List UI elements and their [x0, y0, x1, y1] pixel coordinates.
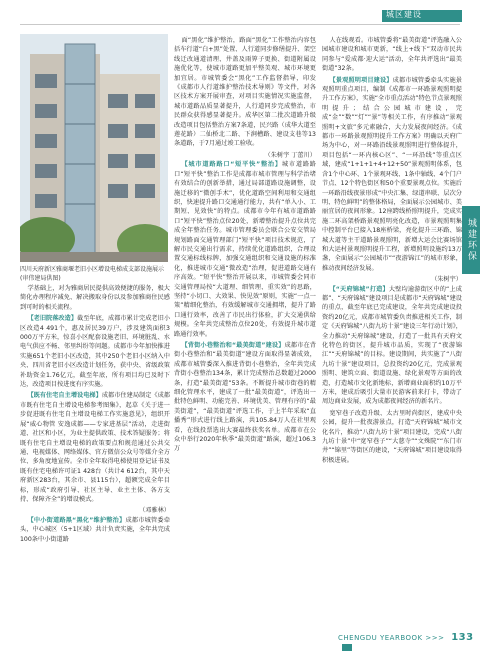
- section-heading: 【“天府锦城”打造】: [329, 285, 389, 293]
- header-section-label: 城区建设: [386, 10, 422, 19]
- author-signature: （朱树宇 丁蕾川）: [264, 151, 316, 159]
- section-heading: 【中小街道路黑“黑化”维护整治】: [27, 516, 126, 524]
- paragraph: [322, 76, 462, 274]
- paragraph: 学基础上，对为雅商居民提供高效便捷的服务，极大简化办理程序减免、解决搬取身份以及参加雅商住民感到可时的相关流程。: [20, 285, 170, 311]
- section-body: 城市道路路口“短平快”整治工作是成都市城市管理与科学治堵有效结合的创新举措，通过局部道路设施调整，设施迁移的“微创手术”，优化道路空间利用和交通组织，快速提升路口交通通行能力，共有“单入小、工期短、见效快”的特点。成都市今年有城市道路路口“短平快”整治点位20处，新增整治提升点位共完成全年整治任务。城市管理委员会联合公安交管局规划路面交通管理部门“短平快”项目技术规范，了解市民交通出行需求，持续优化道路组织，合理设置交通标线标牌，加强交通组织和交通设施的标准化，推进城市交通“微改造”治理，促进道路交通有序高效。“短平快”整治开展以来，市城管委会同市交通管理局按“大道理、细管理、重实效”的思路，坚持“小切口、大效果、快见效”原则，实施“一点一策”精细化整治，有效缓解城市交通拥堵，提升了路口通行效率，改善了市民出行体验，扩大交通供给规模。全年共完成整治点位20处，有效提升城市道路通行效率。: [174, 161, 316, 338]
- side-chapter-tab: 城建环保: [462, 206, 480, 274]
- section-heading: 【老旧院落改造】: [27, 315, 78, 323]
- section-body: 大壁均逾游街区中的“上成都”、“天府锦城”建设项目是成都市“天府锦城”建设的重点，截至年底已完成建设，全年共完成建设投资约20亿元，成都市城管委负责推进相关工作，制定《天府锦城“八街九坊十景”建设三年行动计划》，全力推动“天府锦城”建设，打造了一批具有天府文化特色的街区，提升城市品质，实现了“夜游锦江”“天府锦城”的目标。建设期间，共实施了“八街九坊十景”建设项目，总投资约20亿元，完成景观照明、建筑立面、街道设施、绿化景观等方面的改造，打造城市文化新地标，新增商业面积约10万平方米，建成后吸引大量市民游客前来打卡，带动了周边商业发展，成为成都夜间经济的新名片。: [322, 285, 462, 406]
- section-body: 成都市住建局制定《成都市既有住宅自主增设电梯参考图集》，起草《关于进一步促进既有住宅自主增设电梯工作实施意见》，组织开展“威心物管 安逸成都——专家进基层”活动，走进街道、社区和小区，为业主提供政策、技术答疑服务；将既有住宅自主增设电梯的政策要点和规范通过公共交通、电视媒体、网络媒体、官方微信公众号等媒介全方位、多角度地宣传。全市全年取得电梯使用登记证书及既有住宅电梯许可证1 428台（共计4 612台，其中天府新区283台，其余市、县115台），超额完成全年目标，形成“政府引导、社区主导、业主主体、各方支持、保障齐全”的增设模式。: [20, 392, 170, 503]
- building-illustration: [20, 34, 168, 262]
- paragraph: [20, 516, 170, 544]
- author-signature: （朱树宇）: [431, 276, 462, 284]
- section-body: 成都市在背街小巷整治和“最美街道”建设方面取得显著成效，成都市城管委深入推进背街小巷整治，全年共完成背街小巷整治134条，累计完成整治总数超过2000条，打造“最美街道”53条。不断提升城市街巷的精细化管理水平，建成了一批“最美街道”，评选出一批特色鲜明、功能完善、环境优美、管理有序的“最美街道”，“最美街道”评选工作，于上半年采取“直播秀”形式进行线上路演，共105.84万人在社里观看，在线投票选出大赛最终获奖名单。成都市在公众中举行2020年秋季“最美街道”路演，超过106.3万: [174, 342, 316, 453]
- paragraph: [20, 391, 170, 504]
- section-body: 成都市城管委牵头实施景观照明重点项目，编制《成都市一环路景观照明提升工作方案》，实施“全市重点活动”特色节点景观照明提升；结合公园城市建设，完成“金”“数”“灯”“景”等相关工作，有序推动“景观照明+文旅”多元素融合，大力发展夜间经济。《成都市一环路景观照明提升工作方案》明确以天府广场为中心，对一环路沿线景观照明进行整体提升，项目包括“一环内核心区”、“一环沿线”等重点区域，建成“1+1+1+4+12+50”景观照明体系，包含1个中心环、1个景观环线、1条中轴线、4个门户节点、12个特色街区和50个重要景观点位。实施后一环路沿线夜景形成“中央汇集、绿道串联、层次分明、特色鲜明”的整体格局，全面展示公园城市、美丽宜居的夜间形象。12座跨线桥照明提升，完成实施二环高架桥路景观照明亮化改造，市景观照明集中控制平台已接入18座桥梁，亮化提升三环路、锦城大道等主干道路景观照明，新增大运会比赛场馆和大运村景观照明提升工程，新增照明设施约13万盏，全面展示“公园城市”“夜游锦江”的城市形象，推动夜间经济发展。: [322, 76, 462, 272]
- paragraph: 人在线观看。市城管委将“最美街道”评选融入公园城市建设和城市更新，“线上+线下”双动市民共同参与“爱成都·迎大运”活动，全年共评选出“最美街道”32条。: [322, 37, 462, 73]
- author-signature: （邓雅林）: [139, 507, 170, 515]
- section-heading: 【既有住宅自主增设电梯】: [27, 392, 102, 400]
- section-body: 截至年底，成都市累计完成老旧小区改造4 491个，惠及居民39万户，涉及建筑面积3 000万平方米，惊喜小区配套设施老旧、环境脏乱、水电气供应不畅、邻里纠纷等问题。成都市今年加快推进实施651个老旧小区改造，其中250个老旧小区纳入中央、四川省老旧小区改造计划任务，获中央、省级政策补助资金1.76亿元，截至年底，所有项目均已及时下达，改造项目按进度有序实施。: [20, 315, 170, 389]
- column-3: [322, 36, 462, 467]
- paragraph: [174, 341, 316, 454]
- column-1: [20, 284, 170, 546]
- header-rule: [20, 24, 460, 25]
- column-2: [174, 36, 316, 456]
- paragraph: 面“黑化”维护整治，路面“黑化”工作整治内容包括车行道“白+黑”处置、人行道同步修缮提升、架空线迁改通道清理、井盖及雨箅子更换、街道附属设施优化等，使城市道路更加平整美观、城市环境更加宜居。市城管委会“黑化”工作监督指导，印发《成都市人行道维护整治技术导则》等文件，对各区技术方案开展审查，对项目实施情况实施监督，城市道路品质显著提升，人行道同步完成整治，市民群众获得感显著提升。成华区第二批次道路升级改造项目包括整治方案7条道，民兴路（成华大道至莲花路）二仙桥北二路、下涧槽路、建设支巷等13条道路，于7月通过竣工验收。: [174, 37, 316, 148]
- photo-caption: 四川天府新区雅商堰老旧小区增设电梯成支部设施展示 (审伟建局供图): [20, 266, 165, 282]
- paragraph: [20, 314, 170, 389]
- section-body: 成都市城管委牵头，中心城区（5+1区域）共计负责实施，全年共完成100条中小街道路: [20, 516, 170, 543]
- section-heading: 【景观照明项目建设】: [329, 76, 393, 84]
- footer-arrows: >>>: [425, 634, 445, 642]
- page-footer: [338, 632, 480, 651]
- paragraph: [174, 160, 316, 339]
- paragraph: [322, 285, 462, 407]
- section-heading: 【城市道路路口“短平快”整治】: [181, 161, 282, 169]
- footer-marker: [342, 644, 352, 651]
- footer-title: CHENGDU YEARBOOK: [338, 634, 423, 642]
- paragraph: 宽窄巷子改造升级、太古里时尚街区，建成中央公园，提升一批夜游景点，打造“天府锦城”城市文化名片，推动“八街九坊十景”项目建设，完成“八街九坊十景”中“宽窄巷子”“大慈寺”“文殊院”“东门市井”“锦里”等街区的建设，“天府锦城”项目建设取得积极进展。: [322, 409, 462, 464]
- section-heading: 【背街小巷整治和“最美街道”建设】: [181, 342, 285, 349]
- page-number: 133: [451, 632, 474, 643]
- building-photo: [20, 34, 168, 262]
